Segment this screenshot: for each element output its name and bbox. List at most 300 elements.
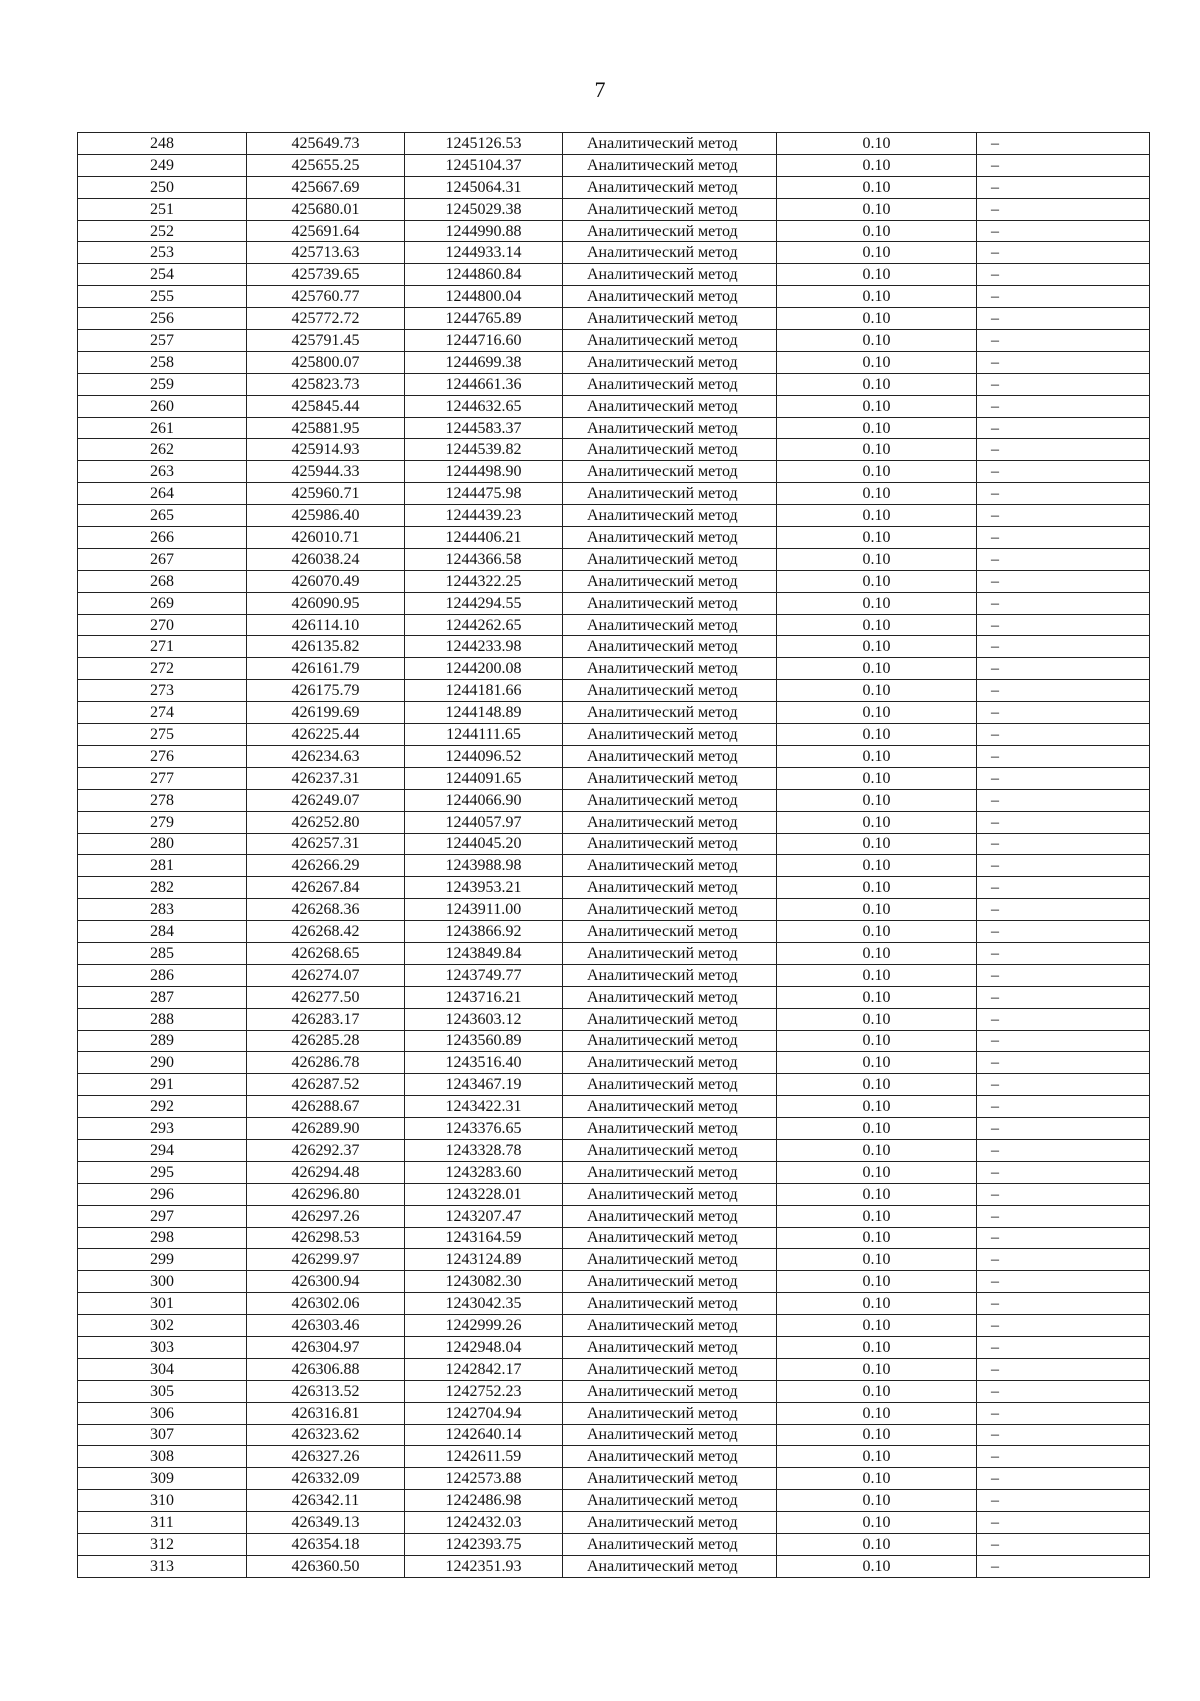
note-cell: –: [977, 942, 1150, 964]
y-coordinate-cell: 1244366.58: [405, 548, 563, 570]
x-coordinate-cell: 426327.26: [247, 1446, 405, 1468]
x-coordinate-cell: 426349.13: [247, 1512, 405, 1534]
table-row: [78, 1293, 1150, 1315]
note-cell: –: [977, 439, 1150, 461]
x-coordinate-cell: 426038.24: [247, 548, 405, 570]
y-coordinate-cell: 1243866.92: [405, 921, 563, 943]
table-row: [78, 1358, 1150, 1380]
note-cell: –: [977, 636, 1150, 658]
accuracy-cell: 0.10: [777, 373, 977, 395]
method-cell: Аналитический метод: [563, 724, 777, 746]
point-number-cell: 263: [78, 461, 247, 483]
point-number-cell: 313: [78, 1555, 247, 1577]
x-coordinate-cell: 426289.90: [247, 1118, 405, 1140]
method-cell: Аналитический метод: [563, 286, 777, 308]
point-number-cell: 262: [78, 439, 247, 461]
point-number-cell: 293: [78, 1118, 247, 1140]
point-number-cell: 267: [78, 548, 247, 570]
table-row: [78, 986, 1150, 1008]
note-cell: –: [977, 1118, 1150, 1140]
accuracy-cell: 0.10: [777, 1161, 977, 1183]
x-coordinate-cell: 426268.36: [247, 899, 405, 921]
x-coordinate-cell: 425914.93: [247, 439, 405, 461]
point-number-cell: 291: [78, 1074, 247, 1096]
y-coordinate-cell: 1242486.98: [405, 1490, 563, 1512]
point-number-cell: 271: [78, 636, 247, 658]
y-coordinate-cell: 1244583.37: [405, 417, 563, 439]
accuracy-cell: 0.10: [777, 964, 977, 986]
x-coordinate-cell: 426292.37: [247, 1139, 405, 1161]
method-cell: Аналитический метод: [563, 1183, 777, 1205]
note-cell: –: [977, 1030, 1150, 1052]
y-coordinate-cell: 1244200.08: [405, 658, 563, 680]
x-coordinate-cell: 425739.65: [247, 264, 405, 286]
table-row: [78, 417, 1150, 439]
x-coordinate-cell: 425845.44: [247, 395, 405, 417]
x-coordinate-cell: 425823.73: [247, 373, 405, 395]
point-number-cell: 290: [78, 1052, 247, 1074]
accuracy-cell: 0.10: [777, 745, 977, 767]
table-row: [78, 351, 1150, 373]
y-coordinate-cell: 1244181.66: [405, 680, 563, 702]
y-coordinate-cell: 1244699.38: [405, 351, 563, 373]
table-row: [78, 855, 1150, 877]
note-cell: –: [977, 570, 1150, 592]
y-coordinate-cell: 1244262.65: [405, 614, 563, 636]
table-row: [78, 373, 1150, 395]
method-cell: Аналитический метод: [563, 1074, 777, 1096]
accuracy-cell: 0.10: [777, 1139, 977, 1161]
table-row: [78, 1315, 1150, 1337]
point-number-cell: 256: [78, 308, 247, 330]
accuracy-cell: 0.10: [777, 1118, 977, 1140]
y-coordinate-cell: 1243716.21: [405, 986, 563, 1008]
note-cell: –: [977, 921, 1150, 943]
method-cell: Аналитический метод: [563, 1227, 777, 1249]
point-number-cell: 250: [78, 176, 247, 198]
y-coordinate-cell: 1243164.59: [405, 1227, 563, 1249]
table-row: [78, 833, 1150, 855]
point-number-cell: 257: [78, 330, 247, 352]
x-coordinate-cell: 426313.52: [247, 1380, 405, 1402]
accuracy-cell: 0.10: [777, 1402, 977, 1424]
point-number-cell: 270: [78, 614, 247, 636]
method-cell: Аналитический метод: [563, 1096, 777, 1118]
x-coordinate-cell: 426237.31: [247, 767, 405, 789]
accuracy-cell: 0.10: [777, 242, 977, 264]
point-number-cell: 283: [78, 899, 247, 921]
y-coordinate-cell: 1242704.94: [405, 1402, 563, 1424]
method-cell: Аналитический метод: [563, 1336, 777, 1358]
note-cell: –: [977, 176, 1150, 198]
x-coordinate-cell: 426354.18: [247, 1534, 405, 1556]
y-coordinate-cell: 1244111.65: [405, 724, 563, 746]
x-coordinate-cell: 426296.80: [247, 1183, 405, 1205]
table-row: [78, 1446, 1150, 1468]
method-cell: Аналитический метод: [563, 483, 777, 505]
note-cell: –: [977, 789, 1150, 811]
method-cell: Аналитический метод: [563, 395, 777, 417]
note-cell: –: [977, 1446, 1150, 1468]
method-cell: Аналитический метод: [563, 264, 777, 286]
accuracy-cell: 0.10: [777, 658, 977, 680]
table-row: [78, 724, 1150, 746]
accuracy-cell: 0.10: [777, 855, 977, 877]
y-coordinate-cell: 1243749.77: [405, 964, 563, 986]
y-coordinate-cell: 1242432.03: [405, 1512, 563, 1534]
note-cell: –: [977, 724, 1150, 746]
point-number-cell: 312: [78, 1534, 247, 1556]
point-number-cell: 285: [78, 942, 247, 964]
note-cell: –: [977, 1074, 1150, 1096]
point-number-cell: 305: [78, 1380, 247, 1402]
point-number-cell: 311: [78, 1512, 247, 1534]
accuracy-cell: 0.10: [777, 1249, 977, 1271]
point-number-cell: 297: [78, 1205, 247, 1227]
accuracy-cell: 0.10: [777, 1512, 977, 1534]
accuracy-cell: 0.10: [777, 680, 977, 702]
table-row: [78, 1249, 1150, 1271]
table-row: [78, 483, 1150, 505]
point-number-cell: 281: [78, 855, 247, 877]
x-coordinate-cell: 426300.94: [247, 1271, 405, 1293]
note-cell: –: [977, 1227, 1150, 1249]
point-number-cell: 278: [78, 789, 247, 811]
y-coordinate-cell: 1243953.21: [405, 877, 563, 899]
point-number-cell: 248: [78, 133, 247, 155]
method-cell: Аналитический метод: [563, 1161, 777, 1183]
table-row: [78, 899, 1150, 921]
method-cell: Аналитический метод: [563, 877, 777, 899]
y-coordinate-cell: 1242752.23: [405, 1380, 563, 1402]
method-cell: Аналитический метод: [563, 899, 777, 921]
point-number-cell: 304: [78, 1358, 247, 1380]
table-row: [78, 1139, 1150, 1161]
method-cell: Аналитический метод: [563, 133, 777, 155]
accuracy-cell: 0.10: [777, 1380, 977, 1402]
note-cell: –: [977, 1161, 1150, 1183]
method-cell: Аналитический метод: [563, 1380, 777, 1402]
table-row: [78, 964, 1150, 986]
y-coordinate-cell: 1243560.89: [405, 1030, 563, 1052]
x-coordinate-cell: 426249.07: [247, 789, 405, 811]
note-cell: –: [977, 242, 1150, 264]
x-coordinate-cell: 425960.71: [247, 483, 405, 505]
method-cell: Аналитический метод: [563, 417, 777, 439]
x-coordinate-cell: 426304.97: [247, 1336, 405, 1358]
method-cell: Аналитический метод: [563, 658, 777, 680]
accuracy-cell: 0.10: [777, 1271, 977, 1293]
table-row: [78, 1490, 1150, 1512]
accuracy-cell: 0.10: [777, 1227, 977, 1249]
y-coordinate-cell: 1244148.89: [405, 702, 563, 724]
x-coordinate-cell: 426268.42: [247, 921, 405, 943]
point-number-cell: 272: [78, 658, 247, 680]
table-row: [78, 702, 1150, 724]
accuracy-cell: 0.10: [777, 942, 977, 964]
point-number-cell: 302: [78, 1315, 247, 1337]
x-coordinate-cell: 426175.79: [247, 680, 405, 702]
x-coordinate-cell: 426286.78: [247, 1052, 405, 1074]
page-number: 7: [594, 77, 606, 102]
point-number-cell: 260: [78, 395, 247, 417]
point-number-cell: 307: [78, 1424, 247, 1446]
accuracy-cell: 0.10: [777, 154, 977, 176]
note-cell: –: [977, 264, 1150, 286]
y-coordinate-cell: 1243603.12: [405, 1008, 563, 1030]
note-cell: –: [977, 811, 1150, 833]
method-cell: Аналитический метод: [563, 592, 777, 614]
x-coordinate-cell: 425791.45: [247, 330, 405, 352]
y-coordinate-cell: 1244406.21: [405, 527, 563, 549]
accuracy-cell: 0.10: [777, 811, 977, 833]
x-coordinate-cell: 425655.25: [247, 154, 405, 176]
method-cell: Аналитический метод: [563, 942, 777, 964]
y-coordinate-cell: 1245126.53: [405, 133, 563, 155]
point-number-cell: 303: [78, 1336, 247, 1358]
table-row: [78, 1205, 1150, 1227]
note-cell: –: [977, 417, 1150, 439]
note-cell: –: [977, 1183, 1150, 1205]
y-coordinate-cell: 1243422.31: [405, 1096, 563, 1118]
table-row: [78, 942, 1150, 964]
table-row: [78, 1380, 1150, 1402]
note-cell: –: [977, 483, 1150, 505]
x-coordinate-cell: 426161.79: [247, 658, 405, 680]
y-coordinate-cell: 1244716.60: [405, 330, 563, 352]
method-cell: Аналитический метод: [563, 1249, 777, 1271]
y-coordinate-cell: 1242999.26: [405, 1315, 563, 1337]
x-coordinate-cell: 426135.82: [247, 636, 405, 658]
accuracy-cell: 0.10: [777, 1468, 977, 1490]
x-coordinate-cell: 425691.64: [247, 220, 405, 242]
x-coordinate-cell: 426090.95: [247, 592, 405, 614]
note-cell: –: [977, 286, 1150, 308]
accuracy-cell: 0.10: [777, 351, 977, 373]
point-number-cell: 284: [78, 921, 247, 943]
y-coordinate-cell: 1243516.40: [405, 1052, 563, 1074]
note-cell: –: [977, 1293, 1150, 1315]
point-number-cell: 249: [78, 154, 247, 176]
note-cell: –: [977, 395, 1150, 417]
table-row: [78, 198, 1150, 220]
method-cell: Аналитический метод: [563, 789, 777, 811]
table-row: [78, 592, 1150, 614]
method-cell: Аналитический метод: [563, 986, 777, 1008]
accuracy-cell: 0.10: [777, 1534, 977, 1556]
method-cell: Аналитический метод: [563, 176, 777, 198]
accuracy-cell: 0.10: [777, 527, 977, 549]
point-number-cell: 299: [78, 1249, 247, 1271]
accuracy-cell: 0.10: [777, 505, 977, 527]
method-cell: Аналитический метод: [563, 351, 777, 373]
method-cell: Аналитический метод: [563, 1293, 777, 1315]
note-cell: –: [977, 1424, 1150, 1446]
method-cell: Аналитический метод: [563, 1118, 777, 1140]
note-cell: –: [977, 1205, 1150, 1227]
note-cell: –: [977, 767, 1150, 789]
y-coordinate-cell: 1244294.55: [405, 592, 563, 614]
accuracy-cell: 0.10: [777, 198, 977, 220]
method-cell: Аналитический метод: [563, 1358, 777, 1380]
y-coordinate-cell: 1242351.93: [405, 1555, 563, 1577]
y-coordinate-cell: 1245029.38: [405, 198, 563, 220]
y-coordinate-cell: 1244475.98: [405, 483, 563, 505]
table-row: [78, 1118, 1150, 1140]
point-number-cell: 258: [78, 351, 247, 373]
x-coordinate-cell: 426114.10: [247, 614, 405, 636]
table-row: [78, 220, 1150, 242]
accuracy-cell: 0.10: [777, 461, 977, 483]
accuracy-cell: 0.10: [777, 1490, 977, 1512]
method-cell: Аналитический метод: [563, 154, 777, 176]
note-cell: –: [977, 833, 1150, 855]
x-coordinate-cell: 426332.09: [247, 1468, 405, 1490]
x-coordinate-cell: 426277.50: [247, 986, 405, 1008]
note-cell: –: [977, 1271, 1150, 1293]
accuracy-cell: 0.10: [777, 636, 977, 658]
table-row: [78, 286, 1150, 308]
accuracy-cell: 0.10: [777, 1315, 977, 1337]
note-cell: –: [977, 1534, 1150, 1556]
note-cell: –: [977, 330, 1150, 352]
accuracy-cell: 0.10: [777, 548, 977, 570]
method-cell: Аналитический метод: [563, 964, 777, 986]
accuracy-cell: 0.10: [777, 592, 977, 614]
accuracy-cell: 0.10: [777, 176, 977, 198]
x-coordinate-cell: 426010.71: [247, 527, 405, 549]
y-coordinate-cell: 1243207.47: [405, 1205, 563, 1227]
table-row: [78, 527, 1150, 549]
method-cell: Аналитический метод: [563, 1030, 777, 1052]
x-coordinate-cell: 426287.52: [247, 1074, 405, 1096]
method-cell: Аналитический метод: [563, 548, 777, 570]
method-cell: Аналитический метод: [563, 1534, 777, 1556]
x-coordinate-cell: 426298.53: [247, 1227, 405, 1249]
x-coordinate-cell: 426285.28: [247, 1030, 405, 1052]
note-cell: –: [977, 658, 1150, 680]
note-cell: –: [977, 308, 1150, 330]
accuracy-cell: 0.10: [777, 724, 977, 746]
note-cell: –: [977, 1315, 1150, 1337]
y-coordinate-cell: 1243082.30: [405, 1271, 563, 1293]
method-cell: Аналитический метод: [563, 330, 777, 352]
x-coordinate-cell: 426342.11: [247, 1490, 405, 1512]
x-coordinate-cell: 426268.65: [247, 942, 405, 964]
coordinates-table: [77, 132, 1150, 1578]
point-number-cell: 264: [78, 483, 247, 505]
note-cell: –: [977, 745, 1150, 767]
y-coordinate-cell: 1244057.97: [405, 811, 563, 833]
point-number-cell: 274: [78, 702, 247, 724]
x-coordinate-cell: 426257.31: [247, 833, 405, 855]
x-coordinate-cell: 426225.44: [247, 724, 405, 746]
table-row: [78, 1227, 1150, 1249]
table-row: [78, 658, 1150, 680]
note-cell: –: [977, 220, 1150, 242]
point-number-cell: 296: [78, 1183, 247, 1205]
method-cell: Аналитический метод: [563, 373, 777, 395]
table-row: [78, 1161, 1150, 1183]
table-row: [78, 264, 1150, 286]
note-cell: –: [977, 592, 1150, 614]
point-number-cell: 275: [78, 724, 247, 746]
y-coordinate-cell: 1242393.75: [405, 1534, 563, 1556]
table-row: [78, 636, 1150, 658]
point-number-cell: 301: [78, 1293, 247, 1315]
method-cell: Аналитический метод: [563, 1402, 777, 1424]
method-cell: Аналитический метод: [563, 527, 777, 549]
point-number-cell: 279: [78, 811, 247, 833]
y-coordinate-cell: 1243042.35: [405, 1293, 563, 1315]
y-coordinate-cell: 1243283.60: [405, 1161, 563, 1183]
point-number-cell: 268: [78, 570, 247, 592]
accuracy-cell: 0.10: [777, 570, 977, 592]
table-row: [78, 789, 1150, 811]
method-cell: Аналитический метод: [563, 1512, 777, 1534]
x-coordinate-cell: 425986.40: [247, 505, 405, 527]
y-coordinate-cell: 1243849.84: [405, 942, 563, 964]
note-cell: –: [977, 899, 1150, 921]
note-cell: –: [977, 461, 1150, 483]
method-cell: Аналитический метод: [563, 570, 777, 592]
method-cell: Аналитический метод: [563, 220, 777, 242]
note-cell: –: [977, 505, 1150, 527]
method-cell: Аналитический метод: [563, 833, 777, 855]
note-cell: –: [977, 1512, 1150, 1534]
accuracy-cell: 0.10: [777, 899, 977, 921]
y-coordinate-cell: 1244632.65: [405, 395, 563, 417]
accuracy-cell: 0.10: [777, 1052, 977, 1074]
method-cell: Аналитический метод: [563, 1205, 777, 1227]
table-row: [78, 1074, 1150, 1096]
y-coordinate-cell: 1242611.59: [405, 1446, 563, 1468]
method-cell: Аналитический метод: [563, 1490, 777, 1512]
x-coordinate-cell: 425667.69: [247, 176, 405, 198]
x-coordinate-cell: 426316.81: [247, 1402, 405, 1424]
y-coordinate-cell: 1244091.65: [405, 767, 563, 789]
y-coordinate-cell: 1245104.37: [405, 154, 563, 176]
point-number-cell: 252: [78, 220, 247, 242]
y-coordinate-cell: 1244233.98: [405, 636, 563, 658]
x-coordinate-cell: 425944.33: [247, 461, 405, 483]
y-coordinate-cell: 1244990.88: [405, 220, 563, 242]
method-cell: Аналитический метод: [563, 702, 777, 724]
point-number-cell: 259: [78, 373, 247, 395]
y-coordinate-cell: 1244096.52: [405, 745, 563, 767]
table-row: [78, 1402, 1150, 1424]
table-row: [78, 1008, 1150, 1030]
x-coordinate-cell: 426283.17: [247, 1008, 405, 1030]
y-coordinate-cell: 1242573.88: [405, 1468, 563, 1490]
accuracy-cell: 0.10: [777, 702, 977, 724]
y-coordinate-cell: 1242640.14: [405, 1424, 563, 1446]
x-coordinate-cell: 426360.50: [247, 1555, 405, 1577]
note-cell: –: [977, 1468, 1150, 1490]
table-row: [78, 614, 1150, 636]
table-row: [78, 395, 1150, 417]
point-number-cell: 306: [78, 1402, 247, 1424]
x-coordinate-cell: 426299.97: [247, 1249, 405, 1271]
point-number-cell: 310: [78, 1490, 247, 1512]
point-number-cell: 308: [78, 1446, 247, 1468]
y-coordinate-cell: 1244498.90: [405, 461, 563, 483]
method-cell: Аналитический метод: [563, 439, 777, 461]
x-coordinate-cell: 426234.63: [247, 745, 405, 767]
x-coordinate-cell: 426303.46: [247, 1315, 405, 1337]
y-coordinate-cell: 1242842.17: [405, 1358, 563, 1380]
accuracy-cell: 0.10: [777, 395, 977, 417]
